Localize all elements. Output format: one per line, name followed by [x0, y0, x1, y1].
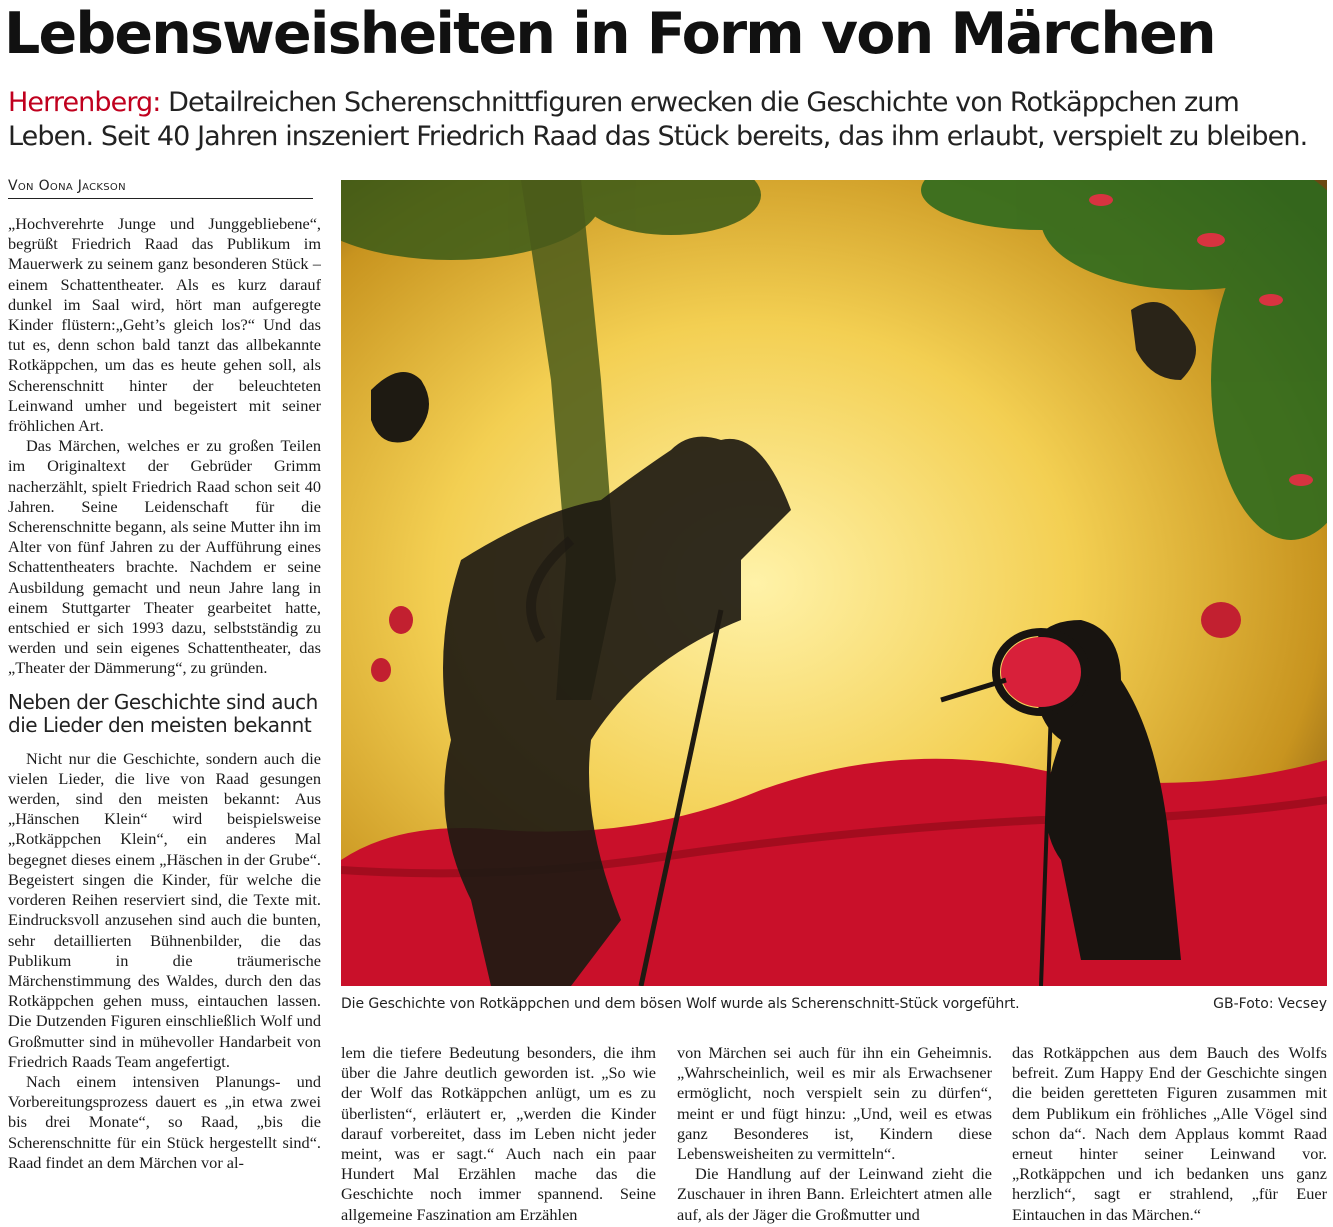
- article-paragraph: das Rotkäppchen aus dem Bauch des Wolfs befreit. Zum Happy End der Geschichte singen die beiden geretteten Figuren zusammen mit dem Publikum ein fröhliches „Alle Vögel sind schon da“. Nach dem Applaus kommt Raad erneut hinter seiner Leinwand vor. „Rotkäppchen und ich bedanken uns ganz herzlich“, sagt er strahlend, „für Euer Eintauchen in das Märchen.“: [1012, 1043, 1327, 1224]
- subheadline: [8, 86, 1328, 154]
- photo-credit: GB-Foto: Vecsey: [1213, 996, 1327, 1012]
- article-paragraph: Das Märchen, welches er zu großen Teilen im Originaltext der Gebrüder Grimm nacherzählt, spielt Friedrich Raad schon seit 40 Jahren. Seine Leidenschaft für die Scherenschnitte begann, als seine Mutter ihn im Alter von fünf Jahren zu der Aufführung eines Schattentheaters brachte. Nachdem er seine Ausbildung gemacht und neun Jahre lang in einem Stuttgarter Theater gearbeitet hatte, entschied er sich 1993 dazu, selbstständig zu werden und sein eigenes Schattentheater, das „Theater der Dämmerung“, zu gründen.: [8, 436, 321, 678]
- shadow-theater-photo: [341, 180, 1327, 986]
- article-photo: [341, 180, 1327, 986]
- photo-caption: Die Geschichte von Rotkäppchen und dem bösen Wolf wurde als Scherenschnitt-Stück vorgeführt.: [341, 996, 1020, 1012]
- article-column-3: [677, 1043, 992, 1227]
- article-paragraph: Die Handlung auf der Leinwand zieht die Zuschauer in ihren Bann. Erleichtert atmen alle auf, als der Jäger die Großmutter und: [677, 1164, 992, 1224]
- article-subheading: Neben der Geschichte sind auch die Lieder den meisten bekannt: [8, 689, 318, 737]
- location-label: Herrenberg:: [8, 87, 161, 118]
- byline: Von Oona Jackson: [8, 178, 313, 199]
- article-column-4: [1012, 1043, 1327, 1227]
- article-paragraph: lem die tiefere Bedeutung besonders, die ihm über die Jahre deutlich geworden ist. „So wie der Wolf das Rotkäppchen anlügt, um es zu überlisten“, erläutert er, „werden die Kinder darauf vorbereitet, dass im Leben nicht jeder meint, was er sagt.“ Auch nach ein paar Hundert Mal Erzählen mache das die Geschichte noch immer spannend. Seine allgemeine Faszination am Erzählen: [341, 1043, 656, 1224]
- article-column-1: [8, 214, 321, 1224]
- article-paragraph: Nach einem intensiven Planungs- und Vorbereitungsprozess dauert es „in etwa zwei bis drei Monate“, so Raad, „bis die Scherenschnitte für ein Stück hergestellt sind“. Raad findet an dem Märchen vor al-: [8, 1071, 321, 1172]
- article-paragraph: „Hochverehrte Junge und Junggebliebene“, begrüßt Friedrich Raad das Publikum im Mauerwerk zu seinem ganz besonderen Stück – einem Schattentheater. Als es kurz darauf dunkel im Saal wird, hört man aufgeregte Kinder flüstern:„Geht’s gleich los?“ Und das tut es, denn schon bald tanzt das allbekannte Rotkäppchen, um das es heute gehen soll, als Scherenschnitt hinter der beleuchteten Leinwand umher und begeistert mit seiner fröhlichen Art.: [8, 214, 321, 436]
- article-paragraph: von Märchen sei auch für ihn ein Geheimnis. „Wahrscheinlich, weil es mir als Erwachsener ermöglicht, noch verspielt sein zu dürfen“, meint er und fügt hinzu: „Und, weil es etwas ganz Besonderes ist, Kindern diese Lebensweisheiten zu vermitteln“.: [677, 1043, 992, 1164]
- article-column-2: [341, 1043, 656, 1227]
- article-paragraph: Nicht nur die Geschichte, sondern auch die vielen Lieder, die live von Raad gesungen werden, sind den meisten bekannt: Aus „Hänschen Klein“ wird beispielsweise „Rotkäppchen Klein“, ein anderes Mal begegnet dieses einem „Häschen in der Grube“. Begeistert singen die Kinder, für welche die vorderen Reihen reserviert sind, die Texte mit. Eindrucksvoll anzusehen sind auch die bunten, sehr detaillierten Bühnenbilder, die das Publikum in die träumerische Märchenstimmung des Waldes, durch den das Rotkäppchen gehen muss, eintauchen lassen. Die Dutzenden Figuren einschließlich Wolf und Großmutter sind in mühevoller Handarbeit von Friedrich Raads Team angefertigt.: [8, 748, 321, 1071]
- subheadline-text: Detailreichen Scherenschnittfiguren erwecken die Geschichte von Rotkäppchen zum Leben. Seit 40 Jahren inszeniert Friedrich Raad das Stück bereits, das ihm erlaubt, verspielt zu bleiben.: [8, 87, 1308, 152]
- headline: Lebensweisheiten in Form von Märchen: [4, 1, 1215, 67]
